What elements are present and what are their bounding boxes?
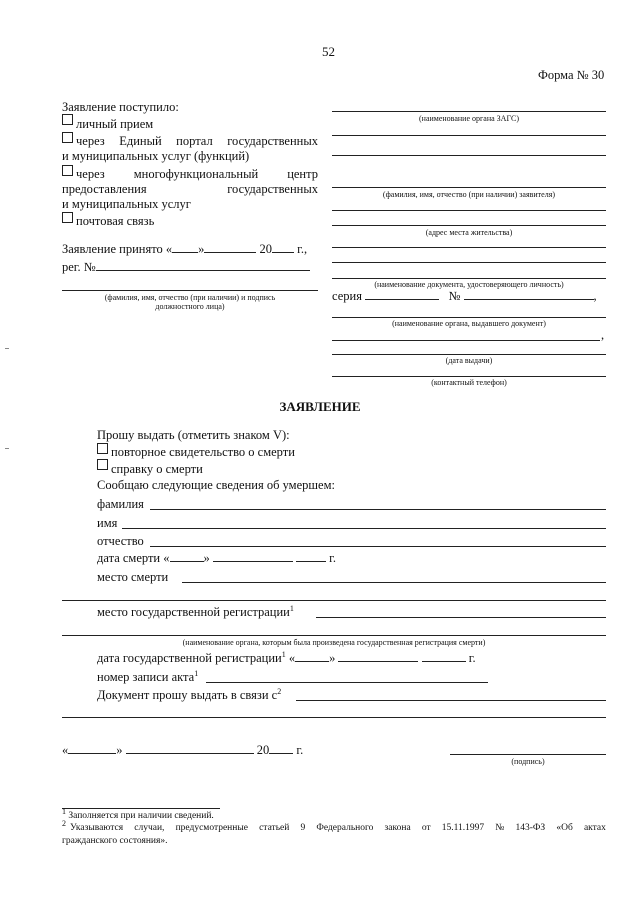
checkbox-mfc[interactable] (62, 165, 73, 176)
portal-line1-word: Единый (119, 134, 162, 148)
name-field[interactable] (122, 528, 606, 529)
death-day-field[interactable] (170, 551, 204, 562)
death-date-line (97, 551, 336, 566)
checkbox-repeat-certificate[interactable] (97, 443, 108, 454)
checkbox-postal[interactable] (62, 212, 73, 223)
patronymic-field[interactable] (150, 546, 606, 547)
footnote-2-line1-word: закона (384, 823, 411, 833)
issue-date-field[interactable] (332, 354, 606, 355)
reg-date-close-quote: » (329, 651, 336, 665)
option-personal: личный прием (76, 117, 154, 131)
sig-century: 20 (256, 743, 270, 757)
official-signature-line[interactable] (62, 290, 318, 291)
reg-place-footnote: 1 (289, 603, 294, 613)
death-year-field[interactable] (296, 551, 326, 562)
footnote-2-line1 (70, 822, 606, 834)
surname-label: фамилия (97, 497, 144, 511)
footnote-2-line1-word: 143-ФЗ (515, 823, 546, 833)
footnote-2-line1-word: статьей (259, 823, 290, 833)
death-date-quote: » (203, 551, 210, 565)
accepted-day-field[interactable] (172, 242, 198, 253)
option-portal-line1 (76, 134, 318, 149)
footnote-2-line1-word: «Об (556, 823, 573, 833)
accepted-year-suffix: г., (297, 242, 308, 256)
act-no-field[interactable] (206, 682, 488, 683)
sig-date-open-quote: « (62, 743, 69, 757)
footnote-2-line1-word: Федерального (316, 823, 374, 833)
reg-place-text: место государственной регистрации (97, 605, 290, 619)
sig-month-field[interactable] (126, 743, 254, 754)
death-month-field[interactable] (213, 551, 293, 562)
address-field-3[interactable] (332, 247, 606, 248)
series-comma: , (593, 289, 597, 303)
id-number-field[interactable] (464, 289, 594, 300)
name-label: имя (97, 516, 118, 530)
signature-caption: (подпись) (511, 757, 545, 766)
sig-date-close-quote: » (116, 743, 123, 757)
footnote-2-number-wrap (62, 818, 66, 833)
surname-field[interactable] (150, 509, 606, 510)
margin-mark (5, 448, 9, 449)
id-doc-field-1[interactable] (332, 262, 606, 263)
patronymic-label: отчество (97, 534, 144, 548)
checkbox-portal[interactable] (62, 132, 73, 143)
footnote-1 (62, 806, 214, 821)
signature-date-line (62, 743, 303, 758)
option-mfc-line1 (76, 167, 318, 182)
accepted-century: 20 (259, 242, 273, 256)
accepted-month-field[interactable] (204, 242, 256, 253)
death-date-suffix: г. (329, 551, 336, 565)
series-line (332, 289, 597, 304)
sig-day-field[interactable] (68, 743, 116, 754)
footnote-2-line2: гражданского состояния». (62, 836, 168, 846)
option-repeat-certificate: повторное свидетельство о смерти (111, 445, 295, 459)
official-caption-1: (фамилия, имя, отчество (при наличии) и подпись (104, 293, 276, 302)
reg-date-open-quote: « (288, 651, 296, 665)
signature-field[interactable] (450, 754, 606, 755)
reg-place-field[interactable] (316, 617, 606, 618)
address-caption: (адрес места жительства) (425, 228, 513, 237)
zags-field-2[interactable] (332, 135, 606, 136)
form-number: Форма № 30 (538, 68, 605, 82)
accepted-date-line (62, 242, 307, 257)
request-label: Прошу выдать (отметить знаком V): (97, 428, 290, 442)
reg-date-line (97, 651, 476, 666)
reason-line (97, 688, 281, 703)
reg-month-field[interactable] (338, 651, 418, 662)
official-caption-2: должностного лица) (155, 302, 225, 311)
act-no-footnote: 1 (194, 668, 199, 678)
accepted-year-field[interactable] (272, 242, 294, 253)
address-field-2[interactable] (332, 225, 606, 226)
series-field[interactable] (365, 289, 439, 300)
footnote-2-line1-word: предусмотренные (175, 823, 248, 833)
series-label: серия (332, 289, 362, 303)
reason-field[interactable] (296, 700, 606, 701)
accepted-quote: » (198, 242, 205, 256)
reg-no-field[interactable] (96, 260, 310, 271)
received-label: Заявление поступило: (62, 100, 179, 114)
checkbox-death-certificate[interactable] (97, 459, 108, 470)
info-intro: Сообщаю следующие сведения об умершем: (97, 478, 335, 492)
option-postal: почтовая связь (76, 214, 155, 228)
accepted-prefix: Заявление принято « (62, 242, 173, 256)
phone-caption: (контактный телефон) (431, 378, 507, 387)
sig-year-suffix: г. (296, 743, 304, 757)
reason-field-2[interactable] (62, 717, 606, 718)
reg-no-line (62, 260, 310, 275)
reg-place-label (97, 605, 294, 620)
issuer-field-2[interactable] (332, 340, 600, 341)
zags-field[interactable] (332, 111, 606, 112)
applicant-field-2[interactable] (332, 187, 606, 188)
reason-footnote: 2 (277, 686, 282, 696)
applicant-caption: (фамилия, имя, отчество (при наличии) заявителя) (382, 190, 556, 199)
death-place-label: место смерти (97, 570, 169, 584)
margin-mark (5, 348, 9, 349)
footnote-2-line1-word: 9 (300, 823, 306, 833)
footnote-1-text: Заполняется при наличии сведений. (68, 811, 214, 821)
reg-year-field[interactable] (422, 651, 466, 662)
footnote-2-line1-word: актах (583, 823, 606, 833)
act-no-label: номер записи акта (97, 670, 195, 684)
reason-label: Документ прошу выдать в связи с (97, 688, 278, 702)
act-no-line (97, 670, 198, 685)
footnote-2-line1-word: от (421, 823, 431, 833)
option-portal-line2: и муниципальных услуг (функций) (62, 149, 250, 163)
footnote-divider (62, 808, 220, 809)
sig-year-field[interactable] (269, 743, 293, 754)
reg-org-field[interactable] (62, 635, 606, 636)
death-date-prefix: дата смерти « (97, 551, 170, 565)
mfc-line1-word: центр (287, 167, 318, 181)
reg-org-caption: (наименование органа, которым была произведена государственная регистрация смерти) (182, 638, 486, 647)
footnote-2-line1-word: № (495, 823, 505, 833)
death-place-field[interactable] (182, 582, 606, 583)
applicant-field-1[interactable] (332, 155, 606, 156)
mfc-line2-word: государственных (227, 182, 318, 196)
address-field-1[interactable] (332, 210, 606, 211)
portal-line1-word: государственных (227, 134, 318, 148)
portal-line1-word: портал (176, 134, 213, 148)
number-sign: № (448, 289, 461, 303)
id-doc-caption: (наименование документа, удостоверяющего личность) (374, 280, 564, 289)
statement-title: ЗАЯВЛЕНИЕ (279, 399, 361, 414)
issuer-field-1[interactable] (332, 317, 606, 318)
id-doc-field-2[interactable] (332, 278, 606, 279)
portal-line1-word: через (76, 134, 105, 148)
reg-day-field[interactable] (295, 651, 329, 662)
option-mfc-line2 (62, 182, 318, 197)
mfc-line2-word: предоставления (62, 182, 147, 196)
issuer-comma: , (601, 328, 605, 342)
phone-field[interactable] (332, 376, 606, 377)
option-death-certificate: справку о смерти (111, 462, 203, 476)
mfc-line1-word: многофункциональный (133, 167, 259, 181)
issue-date-caption: (дата выдачи) (445, 356, 493, 365)
footnote-1-number: 1 (62, 806, 66, 816)
footnote-2-line1-word: 15.11.1997 (441, 823, 485, 833)
death-place-field-2[interactable] (62, 600, 606, 601)
footnote-2-line1-word: случаи, (134, 823, 165, 833)
footnote-2-number: 2 (62, 818, 66, 828)
reg-no-label: рег. № (62, 260, 96, 274)
page-number: 52 (322, 44, 335, 59)
zags-caption: (наименование органа ЗАГС) (419, 114, 519, 123)
checkbox-personal[interactable] (62, 114, 73, 125)
issuer-caption: (наименование органа, выдавшего документ) (392, 319, 546, 328)
mfc-line1-word: через (76, 167, 105, 181)
reg-date-label: дата государственной регистрации (97, 651, 282, 665)
option-mfc-line3: и муниципальных услуг (62, 197, 191, 211)
footnote-2-line1-word: Указываются (70, 823, 124, 833)
reg-date-suffix: г. (468, 651, 476, 665)
reg-date-footnote: 1 (281, 649, 286, 659)
